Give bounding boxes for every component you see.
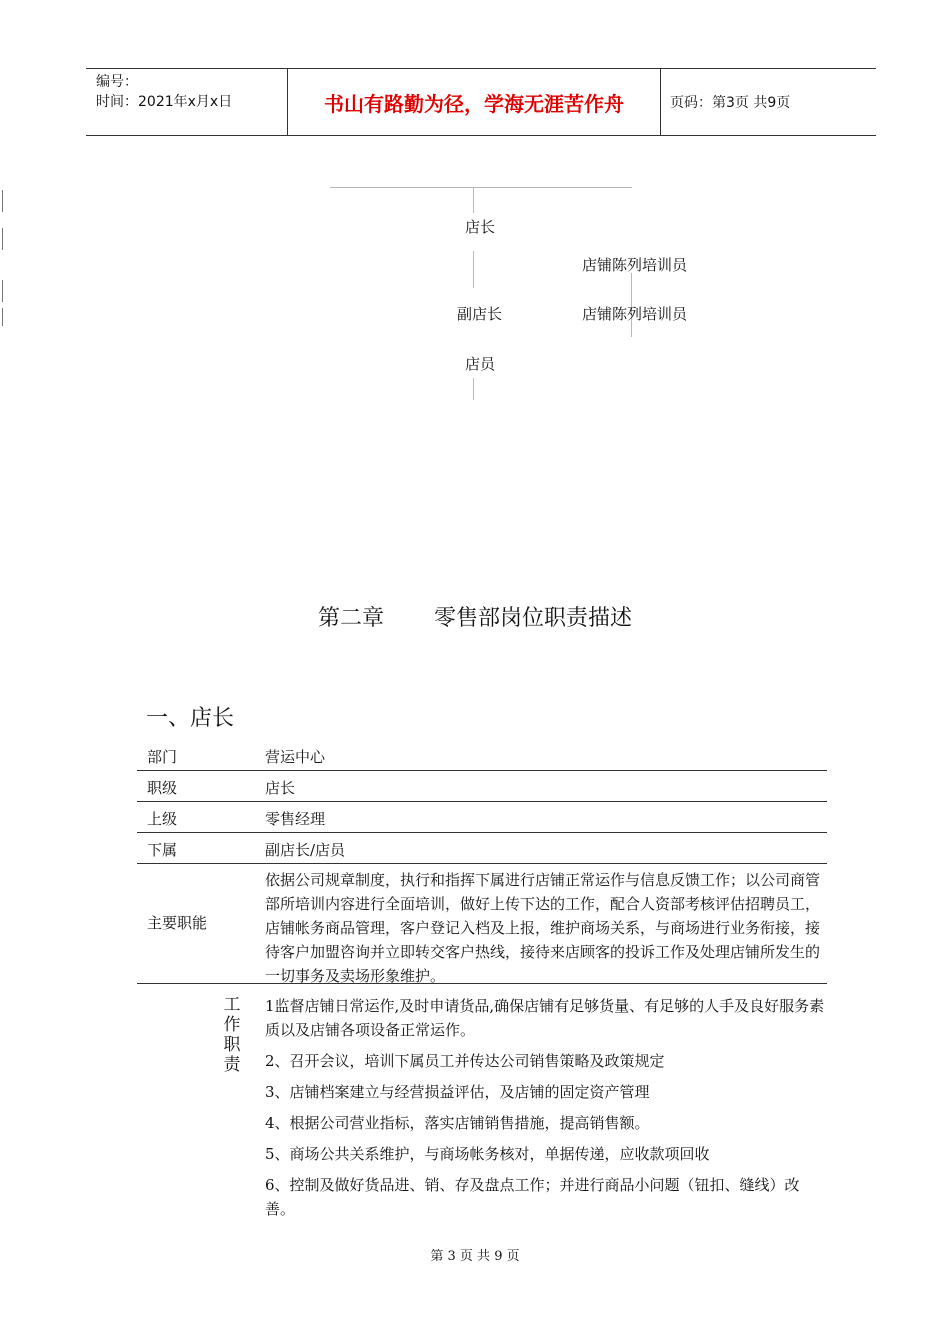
duties-vertical-label bbox=[221, 995, 243, 1075]
info-row-superior bbox=[137, 802, 827, 833]
chapter-number: 第二章 bbox=[317, 606, 384, 631]
info-row-level bbox=[137, 771, 827, 802]
org-top-line bbox=[330, 187, 632, 188]
duty-item: 2、召开会议，培训下属员工并传达公司销售策略及政策规定 bbox=[265, 1052, 665, 1070]
org-trunk-mid bbox=[473, 251, 474, 288]
duties-label-char: 作 bbox=[223, 1015, 241, 1035]
duty-item: 3、店铺档案建立与经营损益评估，及店铺的固定资产管理 bbox=[265, 1083, 650, 1101]
duty-item: 5、商场公共关系维护，与商场帐务核对，单据传递，应收款项回收 bbox=[265, 1145, 710, 1163]
main-functions-label: 主要职能 bbox=[147, 914, 208, 932]
org-node-trainer-1: 店铺陈列培训员 bbox=[582, 256, 688, 274]
header-page-label: 页码：第3页 共9页 bbox=[670, 95, 791, 111]
dept-value: 营运中心 bbox=[265, 748, 326, 766]
org-node-clerk: 店员 bbox=[465, 355, 496, 373]
page-header bbox=[86, 68, 876, 136]
duty-item: 1监督店铺日常运作,及时申请货品,确保店铺有足够货量、有足够的人手及良好服务素质以及店铺各项设备正常运作。 bbox=[265, 997, 825, 1039]
info-table bbox=[137, 740, 827, 984]
header-motto: 书山有路勤为径，学海无涯苦作舟 bbox=[287, 69, 661, 135]
main-functions-value: 依据公司规章制度，执行和指挥下属进行店铺正常运作与信息反馈工作；以公司商管部所培训内容进行全面培训，做好上传下达的工作，配合人资部考核评估招聘员工，店铺帐务商品管理，客户登记入档及上报，维护商场关系，与商场进行业务衔接，接待客户加盟咨询并立即转交客户热线，接待来店顾客的投诉工作及处理店铺所发生的一切事务及卖场形象维护。 bbox=[265, 871, 821, 985]
duty-item: 6、控制及做好货品进、销、存及盘点工作；并进行商品小问题（钮扣、缝线）改善。 bbox=[265, 1176, 800, 1218]
duties-label-char: 责 bbox=[223, 1055, 241, 1075]
subordinate-value: 副店长/店员 bbox=[265, 841, 346, 859]
info-row-main-functions bbox=[137, 864, 827, 984]
section-title: 一、店长 bbox=[146, 706, 235, 731]
level-label: 职级 bbox=[147, 779, 178, 797]
time-label: 时间：2021年x月x日 bbox=[96, 94, 233, 110]
org-node-trainer-2: 店铺陈列培训员 bbox=[582, 305, 688, 323]
info-row-subordinate bbox=[137, 833, 827, 864]
info-row-dept bbox=[137, 740, 827, 771]
margin-mark bbox=[2, 308, 3, 326]
chapter-title: 零售部岗位职责描述 bbox=[434, 606, 633, 631]
org-node-store-manager: 店长 bbox=[465, 218, 496, 236]
margin-mark bbox=[2, 190, 3, 212]
superior-label: 上级 bbox=[147, 810, 178, 828]
number-label: 编号： bbox=[96, 74, 138, 90]
duties-label-char: 职 bbox=[223, 1035, 241, 1055]
org-trunk-upper bbox=[473, 187, 474, 213]
subordinate-label: 下属 bbox=[147, 841, 178, 859]
dept-label: 部门 bbox=[147, 748, 178, 766]
duties-list bbox=[265, 994, 827, 1228]
level-value: 店长 bbox=[265, 779, 296, 797]
duty-item: 4、根据公司营业指标，落实店铺销售措施，提高销售额。 bbox=[265, 1114, 650, 1132]
duties-label-char: 工 bbox=[223, 995, 241, 1015]
org-node-deputy-manager: 副店长 bbox=[457, 305, 503, 323]
margin-mark bbox=[2, 228, 3, 250]
superior-value: 零售经理 bbox=[265, 810, 326, 828]
header-meta bbox=[86, 69, 287, 135]
page-footer: 第 3 页 共 9 页 bbox=[430, 1249, 520, 1264]
margin-mark bbox=[2, 280, 3, 302]
chapter-heading bbox=[0, 601, 950, 632]
org-trunk-lower bbox=[473, 378, 474, 400]
